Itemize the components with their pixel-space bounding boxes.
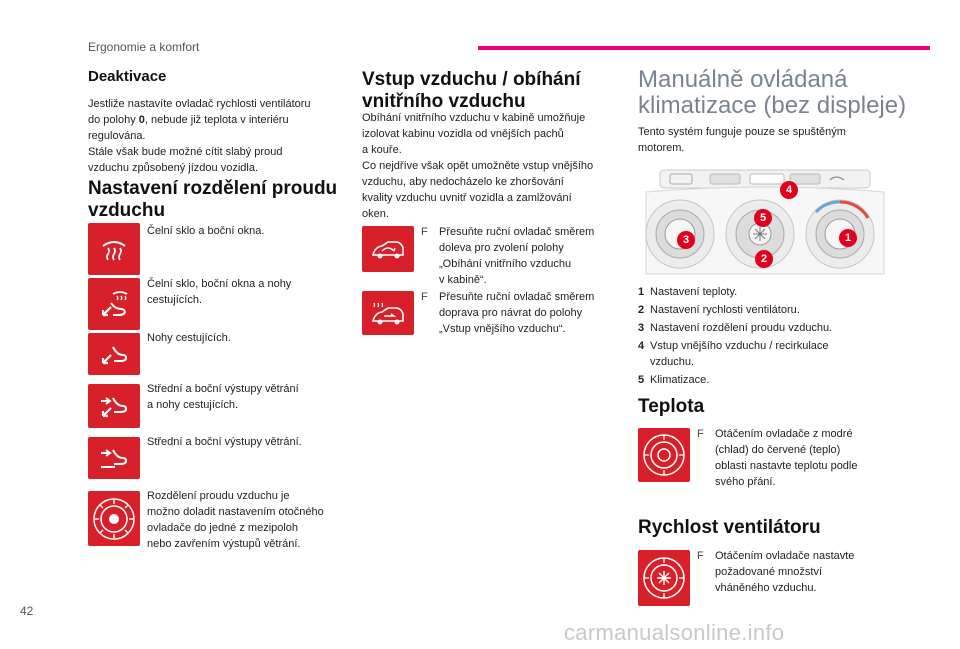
distribution-item-5: Střední a boční výstupy větrání. <box>147 436 302 448</box>
bullet-marker: F <box>697 550 704 562</box>
deactivate-text: Jestliže nastavíte ovladač rychlosti ventilátoru do polohy 0, nebude již teplota v interiéru regulována. Stále však bude možné cítit slabý proud vzduchu způsobený jízdou vozidla. <box>88 98 311 174</box>
callout-4: 4 <box>780 181 798 199</box>
feet-icon <box>88 333 140 375</box>
legend-list <box>638 284 898 390</box>
distribution-item-2: Čelní sklo, boční okna a nohy cestujících. <box>147 278 292 306</box>
page-number: 42 <box>20 604 34 618</box>
recirculation-icon <box>362 226 414 272</box>
distribution-item-4: Střední a boční výstupy větrání a nohy cestujících. <box>147 383 299 411</box>
legend-item: 4 Vstup vnějšího vzduchu / recirkulace vzduchu. <box>638 340 829 368</box>
callout-2: 2 <box>755 250 773 268</box>
air-intake-text: Obíhání vnitřního vzduchu v kabině umožňuje izolovat kabinu vozidla od vnějších pachů a kouře. Co nejdříve však opět umožněte vstup vnějšího vzduchu, aby nedocházelo ke zhoršování kvality vzduchu uvnitř vozidla a zamlžování oken. <box>362 112 594 220</box>
distribution-dial-icon <box>88 491 140 546</box>
deactivate-title: Deaktivace <box>88 68 167 85</box>
legend-item: 2 Nastavení rychlosti ventilátoru. <box>638 304 800 316</box>
bullet-marker: F <box>697 428 704 440</box>
vents-icon <box>88 437 140 479</box>
fan-speed-instruction: F Otáčením ovladače nastavte požadované množství vháněného vzduchu. <box>697 550 855 594</box>
callout-1: 1 <box>839 229 857 247</box>
fan-speed-title: Rychlost ventilátoru <box>638 517 821 538</box>
control-panel-illustration <box>640 168 890 278</box>
vents-feet-icon <box>88 384 140 428</box>
legend-item: 1 Nastavení teploty. <box>638 286 738 298</box>
outside-air-instruction: F Přesuňte ruční ovladač směrem doprava pro návrat do polohy „Vstup vnějšího vzduchu“. <box>421 291 595 335</box>
legend-item: 3 Nastavení rozdělení proudu vzduchu. <box>638 322 833 334</box>
manual-ac-title: Manuálně ovládaná klimatizace (bez displeje) <box>638 66 907 119</box>
outside-air-icon <box>362 291 414 335</box>
air-intake-title: Vstup vzduchu / obíhání vnitřního vzduchu <box>362 69 581 112</box>
legend-item: 5 Klimatizace. <box>638 374 710 386</box>
windscreen-feet-icon <box>88 278 140 330</box>
manual-ac-intro: Tento systém funguje pouze se spuštěným motorem. <box>638 126 846 154</box>
fan-speed-dial-icon <box>638 550 690 606</box>
distribution-item-3: Nohy cestujících. <box>147 332 231 344</box>
windscreen-demist-icon <box>88 223 140 275</box>
recirculation-instruction: F Přesuňte ruční ovladač směrem doleva pro zvolení polohy „Obíhání vnitřního vzduchu v kabině“. <box>421 226 595 286</box>
header-accent-bar <box>478 46 930 50</box>
section-header: Ergonomie a komfort <box>88 40 200 54</box>
callout-3: 3 <box>677 231 695 249</box>
distribution-title: Nastavení rozdělení proudu vzduchu <box>88 178 338 221</box>
temperature-dial-icon <box>638 428 690 482</box>
bullet-marker: F <box>421 291 428 303</box>
bullet-marker: F <box>421 226 428 238</box>
callout-5: 5 <box>754 209 772 227</box>
watermark: carmanualsonline.info <box>564 620 785 645</box>
temperature-instruction: F Otáčením ovladače z modré (chlad) do červené (teplo) oblasti nastavte teplotu podle svého přání. <box>697 428 858 488</box>
distribution-item-1: Čelní sklo a boční okna. <box>147 225 265 237</box>
temperature-title: Teplota <box>638 396 705 417</box>
distribution-item-6: Rozdělení proudu vzduchu je možno doladit nastavením otočného ovladače do jedné z mezipoloh nebo zavřením výstupů větrání. <box>147 490 324 550</box>
